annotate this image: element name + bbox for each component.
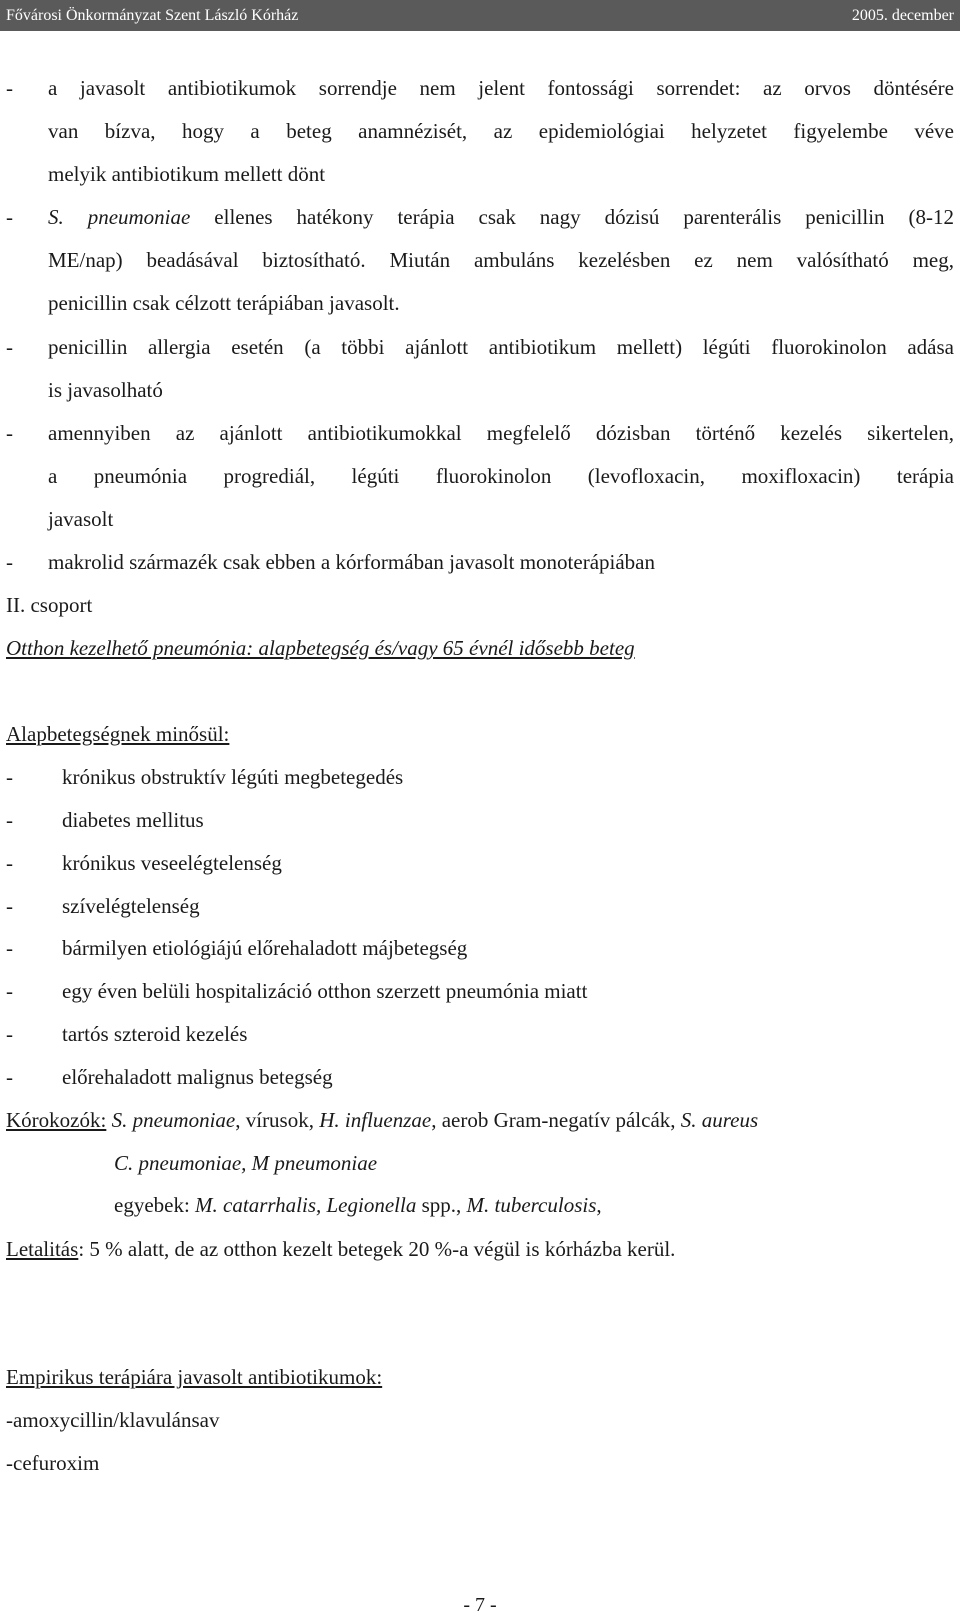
species-name: H. influenzae	[319, 1108, 432, 1132]
list-item-text: a pneumónia progrediál, légúti fluorokinolon (levofloxacin, moxifloxacin) terápia	[48, 464, 954, 488]
species-name: S. pneumoniae	[48, 205, 191, 229]
bullet-dash: -	[6, 851, 13, 875]
text-run: egyebek:	[114, 1193, 196, 1217]
text-run: ellenes hatékony terápia csak nagy dózisú parenterális penicillin (8-12	[190, 205, 954, 229]
comorbidity-text: diabetes mellitus	[62, 808, 204, 832]
bullet-dash: -	[6, 765, 13, 789]
list-item-text: van bízva, hogy a beteg anamnézisét, az epidemiológiai helyzetet figyelembe véve	[48, 119, 954, 143]
bullet-dash: -	[6, 1022, 13, 1046]
species-name: M. catarrhalis, Legionella	[195, 1193, 417, 1217]
bullet-dash: -	[6, 335, 13, 359]
mortality-line	[6, 1236, 675, 1262]
therapy-heading: Empirikus terápiára javasolt antibiotikumok:	[6, 1365, 383, 1389]
list-item-text: is javasolható	[48, 378, 163, 402]
comorbidity-heading: Alapbetegségnek minősül:	[6, 722, 230, 746]
list-item-text: javasolt	[48, 507, 114, 531]
comorbidity-text: krónikus veseelégtelenség	[62, 851, 282, 875]
comorbidity-text: tartós szteroid kezelés	[62, 1022, 248, 1046]
comorbidity-text: szívelégtelenség	[62, 894, 200, 918]
bullet-dash: -	[6, 205, 13, 229]
species-name: S. aureus	[680, 1108, 759, 1132]
species-name: M. tuberculosis	[466, 1193, 597, 1217]
pathogens-line	[6, 1107, 758, 1133]
pathogens-label: Kórokozók:	[6, 1108, 107, 1132]
text-run: spp.,	[416, 1193, 467, 1217]
page-header	[0, 0, 960, 31]
group-heading: II. csoport	[6, 593, 93, 617]
header-date: 2005. december	[851, 7, 954, 24]
text-run: , aerob Gram-negatív pálcák,	[431, 1108, 681, 1132]
list-item-text: penicillin csak célzott terápiában javasolt.	[48, 291, 400, 315]
list-item-text: a javasolt antibiotikumok sorrendje nem jelent fontossági sorrendet: az orvos döntésére	[48, 76, 954, 100]
bullet-dash: -	[6, 808, 13, 832]
bullet-dash: -	[6, 979, 13, 1003]
comorbidity-text: krónikus obstruktív légúti megbetegedés	[62, 765, 404, 789]
species-name: S. pneumoniae	[111, 1108, 236, 1132]
pathogens-line-2: C. pneumoniae, M pneumoniae	[114, 1151, 378, 1175]
bullet-dash: -	[6, 1065, 13, 1089]
header-institution: Fővárosi Önkormányzat Szent László Kórház	[6, 7, 299, 24]
mortality-label: Letalitás	[6, 1237, 79, 1261]
pathogens-line-3	[114, 1192, 602, 1218]
list-item-text: ME/nap) beadásával biztosítható. Miután ambuláns kezelésben ez nem valósítható meg,	[48, 248, 954, 272]
bullet-dash: -	[6, 936, 13, 960]
page-number: - 7 -	[463, 1594, 497, 1616]
mortality-text: : 5 % alatt, de az otthon kezelt betegek 20 %-a végül is kórházba kerül.	[78, 1237, 676, 1261]
comorbidity-text: egy éven belüli hospitalizáció otthon szerzett pneumónia miatt	[62, 979, 588, 1003]
bullet-dash: -	[6, 894, 13, 918]
list-item-text: melyik antibiotikum mellett dönt	[48, 162, 326, 186]
group-subtitle: Otthon kezelhető pneumónia: alapbetegség és/vagy 65 évnél idősebb beteg	[6, 636, 635, 660]
text-run: , vírusok,	[235, 1108, 320, 1132]
bullet-dash: -	[6, 76, 13, 100]
bullet-dash: -	[6, 550, 13, 574]
comorbidity-text: bármilyen etiológiájú előrehaladott májbetegség	[62, 936, 468, 960]
comorbidity-text: előrehaladott malignus betegség	[62, 1065, 333, 1089]
list-item-text: makrolid származék csak ebben a kórformában javasolt monoterápiában	[48, 550, 656, 574]
list-item-text: amennyiben az ajánlott antibiotikumokkal megfelelő dózisban történő kezelés sikertelen,	[48, 421, 954, 445]
text-run: ,	[596, 1193, 602, 1217]
list-item-text	[48, 204, 954, 230]
list-item-text: penicillin allergia esetén (a többi ajánlott antibiotikum mellett) légúti fluorokinolon adása	[48, 335, 954, 359]
therapy-item: -amoxycillin/klavulánsav	[6, 1408, 220, 1432]
bullet-dash: -	[6, 421, 13, 445]
therapy-item: -cefuroxim	[6, 1451, 100, 1475]
